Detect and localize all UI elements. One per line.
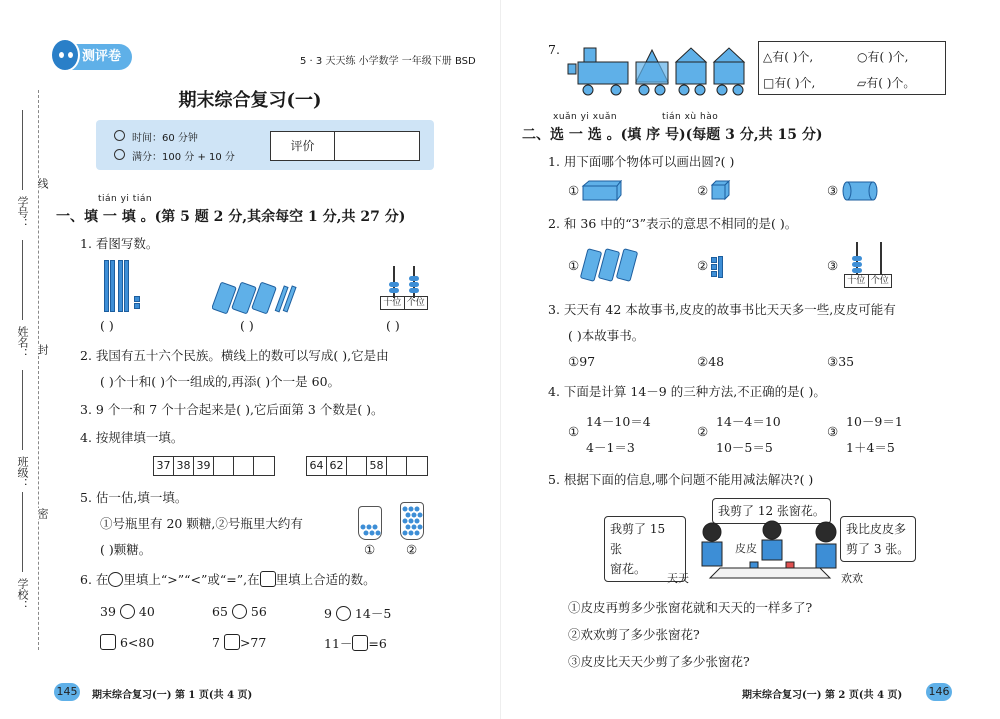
eval-input[interactable] (335, 132, 419, 160)
s2-q1-stem: 1. 用下面哪个物体可以画出圆?( ) (548, 154, 735, 169)
seq2-blank[interactable] (407, 457, 427, 475)
s2-q5-opt3[interactable]: ③皮皮比天天少剪了多少张窗花? (568, 654, 750, 669)
s2-q5-stem: 5. 根据下面的信息,哪个问题不能用减法解决?( ) (548, 472, 814, 487)
seal-text-seal: 封 (36, 344, 49, 355)
class-field[interactable] (22, 370, 23, 450)
q7-triangle-count[interactable]: △有( )个, (763, 50, 814, 64)
q7-rectangle-count[interactable]: □有( )个, (763, 76, 816, 90)
s2-q1-opt3[interactable]: ③ (827, 183, 839, 198)
seq2-cell: 64 (307, 457, 327, 475)
circle-symbol-icon (108, 572, 123, 587)
name-tiantian: 天天 (667, 572, 689, 585)
q6-item-1: 39 40 (100, 604, 155, 619)
s2-q5-opt2[interactable]: ②欢欢剪了多少张窗花? (568, 627, 700, 642)
seq2-cell: 58 (367, 457, 387, 475)
q6-item-6: 11－ =6 (324, 636, 387, 651)
s2-q5-opt1[interactable]: ①皮皮再剪多少张窗花就和天天的一样多了? (568, 600, 813, 615)
abacus-tens-label: 十位 (381, 297, 405, 309)
check-icon (114, 149, 125, 160)
abacus-ones-label: 个位 (406, 298, 425, 308)
name-field[interactable] (22, 240, 23, 320)
section2-pinyin-b: tián xù hào (662, 112, 719, 122)
seq1-blank[interactable] (254, 457, 274, 475)
s2-q4-opt1-a: 14－10＝4 (586, 414, 651, 429)
page-divider (500, 0, 501, 719)
s2-q4-opt3-a: 10－9＝1 (846, 414, 903, 429)
footer-left-text: 期末综合复习(一) 第 1 页(共 4 页) (92, 690, 253, 701)
s2-q1-opt2[interactable]: ② (697, 183, 709, 198)
jar-2 (400, 502, 424, 540)
mascot-icon (50, 38, 80, 72)
jar-2-label: ② (406, 542, 418, 557)
test-badge: 测评卷 (56, 44, 132, 70)
seq1-blank[interactable] (214, 457, 234, 475)
jar-1 (358, 506, 382, 540)
name-pipi: 皮皮 (735, 542, 757, 555)
q7-parallelogram-count[interactable]: ▱有( )个。 (857, 76, 916, 90)
s2-q3-line1: 3. 天天有 42 本故事书,皮皮的故事书比天天多一些,皮皮可能有 (548, 302, 896, 317)
jar-1-label: ① (364, 542, 376, 557)
s2-q2-stem: 2. 和 36 中的“3”表示的意思不相同的是( )。 (548, 216, 798, 231)
q1-blank-2[interactable]: ( ) (240, 318, 254, 333)
bundles-icon (580, 246, 640, 284)
section2-pinyin-a: xuǎn yi xuǎn (553, 112, 618, 122)
train-picture (566, 40, 756, 100)
seq1-cell: 38 (174, 457, 194, 475)
s2-q4-opt2-b: 10－5＝5 (716, 440, 773, 455)
compare-circle[interactable] (336, 606, 351, 621)
cylinder-icon (841, 180, 881, 202)
s2-q4-stem: 4. 下面是计算 14－9 的三种方法,不正确的是( )。 (548, 384, 826, 399)
fill-square[interactable] (224, 634, 240, 650)
q1-stem: 1. 看图写数。 (80, 236, 159, 251)
section2-title: 二、选 一 选 。(填 序 号)(每题 3 分,共 15 分) (522, 127, 823, 143)
s2-q4-opt2-a: 14－4＝10 (716, 414, 781, 429)
q3-stem: 3. 9 个一和 7 个十合起来是( ),它后面第 3 个数是( )。 (80, 402, 384, 417)
q5-line2: ( )颗糖。 (100, 542, 152, 557)
s2-q4-opt1-b: 4－1＝3 (586, 440, 635, 455)
q6-item-4: 6<80 (100, 634, 154, 650)
fill-square[interactable] (100, 634, 116, 650)
s2-q4-opt3-label[interactable]: ③ (827, 424, 839, 439)
s2-q4-opt3-b: 1＋4＝5 (846, 440, 895, 455)
q5-stem: 5. 估一估,填一填。 (80, 490, 188, 505)
seal-text-secret: 密 (36, 508, 49, 519)
page-title: 期末综合复习(一) (178, 90, 322, 111)
seq2-blank[interactable] (347, 457, 367, 475)
s2-q3-line2: ( )本故事书。 (568, 328, 645, 343)
footer-right-text: 期末综合复习(一) 第 2 页(共 4 页) (742, 690, 903, 701)
s2-q3-opt3[interactable]: ③35 (827, 354, 855, 369)
q2-line2: ( )个十和( )个一组成的,再添( )个一是 60。 (100, 374, 341, 389)
page-number-right: 146 (926, 683, 952, 701)
cuboid-icon (581, 180, 625, 202)
q1-blank-1[interactable]: ( ) (100, 318, 114, 333)
q6-item-5: 7 >77 (212, 635, 267, 650)
series-info: 5 · 3 天天练 小学数学 一年级下册 BSD (300, 56, 476, 67)
s2-q4-opt1-label[interactable]: ① (568, 424, 580, 439)
time-info: 时间：60 分钟 (132, 133, 198, 144)
q1-blank-3[interactable]: ( ) (386, 318, 400, 333)
s2-q3-opt2[interactable]: ②48 (697, 354, 725, 369)
s2-q1-opt1[interactable]: ① (568, 183, 580, 198)
q6-item-3: 9 14－5 (324, 606, 392, 621)
speech-bubble-huanhuan: 我比皮皮多 剪了 3 张。 (840, 516, 916, 562)
s2-q2-opt1[interactable]: ① (568, 258, 580, 273)
speech-bubble-pipi: 我剪了 12 张窗花。 (712, 498, 831, 524)
speech-bubble-tiantian: 我剪了 15 张 窗花。 (604, 516, 686, 582)
s2-q4-opt2-label[interactable]: ② (697, 424, 709, 439)
q5-line1: ①号瓶里有 20 颗糖,②号瓶里大约有 (100, 516, 303, 531)
q6-item-2: 65 56 (212, 604, 267, 619)
score-info: 满分：100 分 + 10 分 (132, 152, 235, 163)
school-field[interactable] (22, 492, 23, 572)
sequence-row-1 (153, 456, 275, 476)
eval-label: 评价 (271, 132, 335, 160)
q6-stem: 6. 在 里填上“>”“<”或“=”,在 里填上合适的数。 (80, 572, 376, 587)
q4-stem: 4. 按规律填一填。 (80, 430, 184, 445)
section1-title: 一、填 一 填 。(第 5 题 2 分,其余每空 1 分,共 27 分) (56, 209, 406, 225)
evaluation-table (270, 131, 420, 161)
section1-pinyin: tián yi tián (98, 194, 153, 204)
binding-line (38, 90, 39, 650)
children-illustration (690, 520, 850, 588)
cube-icon (711, 180, 731, 202)
class-label: 班级： (16, 456, 29, 489)
page-number-left: 145 (54, 683, 80, 701)
sequence-row-2 (306, 456, 428, 476)
square-symbol-icon (260, 571, 276, 587)
seq2-cell: 62 (327, 457, 347, 475)
q7-number: 7. (548, 42, 560, 57)
compare-circle[interactable] (120, 604, 135, 619)
student-id-label: 学号： (16, 196, 29, 229)
s2-abacus-tens: 十位 (845, 275, 869, 287)
school-label: 学校： (16, 578, 29, 611)
seq1-cell: 37 (154, 457, 174, 475)
seal-text-line: 线 (36, 178, 49, 189)
compare-circle[interactable] (232, 604, 247, 619)
q7-circle-count[interactable]: ○有( )个, (857, 50, 909, 64)
name-huanhuan: 欢欢 (841, 572, 863, 585)
clock-icon (114, 130, 125, 141)
q7-shape-count-box (758, 41, 946, 95)
s2-q2-opt3[interactable]: ③ (827, 258, 839, 273)
seq1-cell: 39 (194, 457, 214, 475)
seq2-blank[interactable] (387, 457, 407, 475)
fill-square[interactable] (352, 635, 368, 651)
seq1-blank[interactable] (234, 457, 254, 475)
s2-q2-opt2[interactable]: ② (697, 258, 709, 273)
q2-line1: 2. 我国有五十六个民族。横线上的数可以写成( ),它是由 (80, 348, 389, 363)
s2-q3-opt1[interactable]: ①97 (568, 354, 596, 369)
student-id-field[interactable] (22, 110, 23, 190)
s2-abacus-ones: 个位 (870, 276, 889, 286)
name-label: 姓名： (16, 326, 29, 359)
